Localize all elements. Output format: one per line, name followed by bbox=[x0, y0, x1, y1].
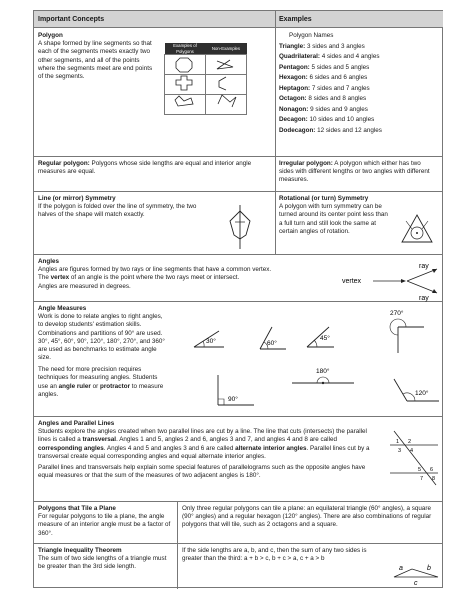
row-divider bbox=[34, 254, 442, 255]
regular-polygon-cell bbox=[34, 158, 272, 178]
triangle-inequality-title: Triangle Inequality Theorem bbox=[38, 547, 122, 554]
svg-text:7: 7 bbox=[420, 476, 424, 482]
row-divider bbox=[34, 191, 442, 192]
tile-plane-example: Only three regular polygons can tile a plane: an equilateral triangle (60° angles), a square (90° angles) and a regular hexagon (120° angles). There are also combinations of regular polygons that will tile, such as 2 octagons and a square. bbox=[182, 505, 432, 529]
angle-45 bbox=[307, 327, 334, 347]
svg-text:45°: 45° bbox=[320, 335, 330, 342]
parallel-lines-text-1: Students explore the angles created when two parallel lines are cut by a line. The line that cuts (intersects) the parallel lines is called a transversal. Angles 1 and 5, angles 2 and 6, angles 3 and 7, and angles 4 and 8 are called corresponding angles. Angles 4 and 5 and angles 3 and 6 are called alternate interior angles. Parallel lines cut by a transversal create equal corresponding angles and equal alternate interior angles. bbox=[38, 428, 370, 460]
line-symmetry-diagram bbox=[220, 205, 260, 249]
angle-measures-text-1: Work is done to relate angles to right angles, to develop students' estimation skills. Combinations and partitions of 90° are used. 30°, 45°, 60°, 90°, 120°, 180°, 270°, and 360° are used as benchmarks to estimate angle size. bbox=[38, 313, 165, 362]
triangle-inequality-text: The sum of two side lengths of a triangle must be greater than the 3rd side length. bbox=[38, 555, 167, 571]
tile-plane-text: For regular polygons to tile a plane, the angle measure of an interior angle must be a factor of 360°. bbox=[38, 513, 171, 537]
svg-text:60°: 60° bbox=[267, 340, 277, 347]
header-examples: Examples bbox=[275, 11, 443, 28]
svg-text:270°: 270° bbox=[390, 310, 404, 317]
svg-text:8: 8 bbox=[432, 476, 436, 482]
triangle-inequality-example: If the side lengths are a, b, and c, then the sum of any two sides is greater than the third: a + b > c, b + c > a, c + a > b bbox=[182, 547, 367, 563]
transversal-line bbox=[394, 431, 436, 485]
parallel-lines-cell bbox=[34, 418, 382, 482]
tile-plane-title: Polygons that Tile a Plane bbox=[38, 505, 116, 512]
header-important-concepts: Important Concepts bbox=[34, 11, 275, 28]
angle-270 bbox=[390, 309, 424, 353]
list-item: Dodecagon: 12 sides and 12 angles bbox=[279, 126, 382, 134]
triangle-inequality-cell bbox=[34, 545, 176, 574]
angle-measures-diagram bbox=[174, 305, 440, 413]
polygon-title: Polygon bbox=[38, 32, 63, 39]
concepts-sheet bbox=[33, 10, 443, 588]
polygon-example-shapes bbox=[164, 52, 246, 112]
list-item: Decagon: 10 sides and 10 angles bbox=[279, 116, 375, 123]
irregular-polygon-text: A polygon which either has two sides with different lengths or two angles with different measures. bbox=[279, 160, 430, 184]
polygon-names-list bbox=[275, 29, 443, 138]
list-item: Pentagon: 5 sides and 5 angles bbox=[279, 63, 370, 71]
polygon-definition: A shape formed by line segments so that each of the segments meets exactly two other segments, and all of the points where the segments meet are end points of the segments. bbox=[38, 40, 153, 80]
irregular-polygon-title: Irregular polygon: bbox=[279, 160, 333, 167]
svg-text:4: 4 bbox=[410, 448, 414, 454]
triangle-inequality-diagram bbox=[392, 559, 440, 585]
ray-label-top: ray bbox=[419, 263, 429, 270]
angle-90 bbox=[218, 375, 254, 405]
svg-text:a: a bbox=[399, 565, 403, 572]
row-divider bbox=[34, 416, 442, 417]
angle-vertex-diagram bbox=[339, 261, 439, 301]
angles-line-2: The vertex of an angle is the point where the two rays meet or intersect. bbox=[38, 274, 240, 282]
svg-text:5: 5 bbox=[418, 467, 422, 473]
irregular-polygon-shape bbox=[175, 96, 193, 106]
parallel-lines-text-2: Parallel lines and transversals help explain some special features of parallelograms such as the opposite angles have equal measures or that the sum of the measures of two adjacent angles is 180°. bbox=[38, 463, 366, 480]
examples-header: Examples of Polygons bbox=[165, 43, 206, 55]
svg-text:1: 1 bbox=[396, 439, 400, 445]
open-shape-nonexample bbox=[219, 77, 226, 90]
arrow-right-icon bbox=[401, 279, 406, 283]
angles-line-1: Angles are figures formed by two rays or line segments that have a common vertex. bbox=[38, 266, 272, 274]
polygon-names-title: Polygon Names bbox=[289, 32, 334, 39]
svg-text:6: 6 bbox=[430, 467, 434, 473]
svg-text:3: 3 bbox=[398, 448, 402, 454]
line-symmetry-text: If the polygon is folded over the line of symmetry, the two halves of the shape will match exactly. bbox=[38, 203, 197, 219]
list-item: Nonagon: 9 sides and 9 angles bbox=[279, 105, 368, 113]
svg-text:2: 2 bbox=[408, 439, 412, 445]
non-examples-header: Non-Examples bbox=[206, 43, 247, 55]
angles-title: Angles bbox=[38, 258, 59, 265]
rotational-symmetry-text: A polygon with turn symmetry can be turned around its center point less than a full turn and still look the same at certain angles of rotation. bbox=[279, 203, 388, 235]
svg-text:b: b bbox=[427, 565, 431, 572]
regular-polygon-title: Regular polygon: bbox=[38, 160, 90, 167]
angle-measures-text-2: The need for more precision requires techniques for measuring angles. Students use an angle ruler or protractor to measure angles. bbox=[38, 366, 164, 398]
angles-cell bbox=[34, 256, 334, 293]
angle-measures-title: Angle Measures bbox=[38, 305, 87, 312]
crossed-lines-nonexample bbox=[217, 60, 233, 69]
row-divider bbox=[34, 501, 442, 502]
angle-180 bbox=[292, 367, 354, 384]
list-item: Heptagon: 7 sides and 7 angles bbox=[279, 84, 370, 92]
list-item: Hexagon: 6 sides and 6 angles bbox=[279, 74, 368, 81]
row-divider bbox=[34, 156, 442, 157]
list-item: Quadrilateral: 4 sides and 4 angles bbox=[279, 53, 380, 60]
ray-label-bottom: ray bbox=[419, 295, 429, 302]
rotational-symmetry-cell bbox=[275, 193, 393, 238]
line-symmetry-title: Line (or mirror) Symmetry bbox=[38, 195, 116, 202]
irregular-polygon-cell bbox=[275, 158, 441, 187]
triangle-shape bbox=[402, 215, 432, 242]
angle-60 bbox=[260, 327, 286, 349]
open-path-nonexample bbox=[218, 95, 236, 107]
svg-text:c: c bbox=[414, 580, 418, 587]
list-item: Octagon: 8 sides and 8 angles bbox=[279, 95, 367, 102]
angle-measures-cell bbox=[34, 303, 169, 401]
parallel-lines-title: Angles and Parallel Lines bbox=[38, 420, 115, 427]
rotational-symmetry-title: Rotational (or turn) Symmetry bbox=[279, 195, 369, 202]
tile-plane-cell bbox=[34, 503, 176, 540]
regular-polygon-text: Polygons whose side lengths are equal and interior angle measures are equal. bbox=[38, 160, 252, 176]
row-divider bbox=[34, 301, 442, 302]
list-item: Triangle: 3 sides and 3 angles bbox=[279, 42, 365, 50]
octagon-shape bbox=[176, 58, 192, 72]
vertex-label: vertex bbox=[342, 278, 362, 285]
angle-30 bbox=[194, 331, 224, 347]
cross-shape bbox=[176, 76, 192, 90]
svg-text:30°: 30° bbox=[206, 338, 216, 345]
line-symmetry-cell bbox=[34, 193, 214, 222]
rotational-symmetry-diagram bbox=[398, 211, 436, 249]
parallel-lines-diagram bbox=[386, 429, 442, 485]
svg-text:120°: 120° bbox=[415, 390, 429, 397]
polygon-cell bbox=[34, 30, 159, 83]
angle-120 bbox=[394, 379, 439, 401]
svg-text:180°: 180° bbox=[316, 368, 330, 375]
row-divider bbox=[34, 543, 442, 544]
angles-line-3: Angles are measured in degrees. bbox=[38, 282, 131, 290]
svg-text:90°: 90° bbox=[228, 396, 238, 403]
